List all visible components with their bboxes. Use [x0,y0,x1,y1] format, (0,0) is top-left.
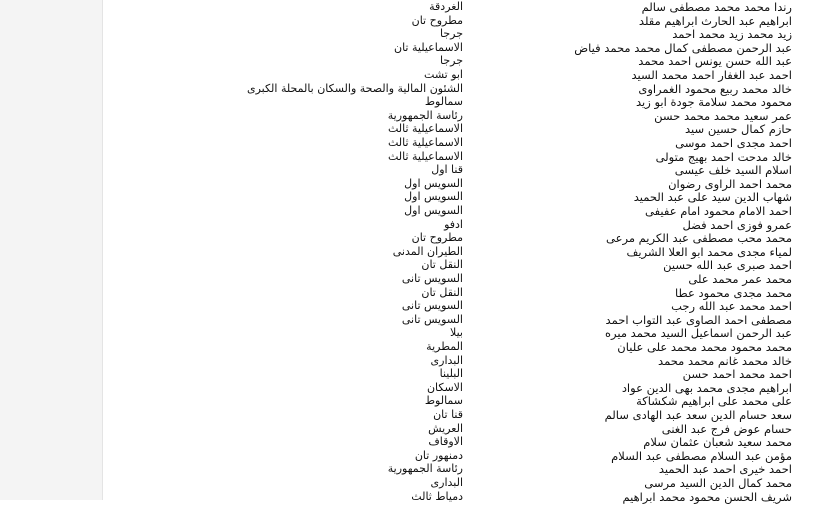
work-location: البلينا [439,367,463,381]
person-name: حسام عوض فرج عبد الغنى [661,421,792,436]
person-name: محمود محمد سلامة جودة ابو زيد [636,95,792,110]
person-name: رندا محمد محمد مصطفى سالم [641,0,792,14]
person-name: احمد محمد عبد الله رجب [671,299,792,314]
work-location: رئاسة الجمهورية [387,108,463,122]
work-location: جرجا [439,54,463,68]
list-row [103,489,825,505]
person-name: خالد محمد ربيع محمود الغمراوى [638,81,792,96]
person-name: سعد حسام الدين سعد عبد الهادى سالم [604,408,792,422]
person-name: عبد الرحمن اسماعيل السيد محمد ميره [605,326,792,341]
person-name: احمد صبرى عبد الله حسين [663,258,792,273]
work-location: دمنهور تان [414,448,463,462]
person-name: احمد عبد الغفار احمد محمد السيد [631,68,792,82]
work-location: الاسماعيلية ثالث [387,149,463,163]
employee-list [103,0,825,504]
work-location: سمالوط [424,394,463,408]
person-name: زيد محمد زيد محمد احمد [672,27,792,42]
work-location: البدارى [430,353,463,367]
work-location: السويس اول [404,204,463,217]
work-location: الغردقة [429,0,463,13]
person-name: لمياء مجدى محمد ابو العلا الشريف [626,244,792,259]
work-location: جرجا [439,27,463,41]
work-location: العريش [428,421,463,435]
work-location: السويس تانى [401,272,463,285]
work-location: قنا تان [433,408,463,421]
work-location: سمالوط [424,95,463,109]
person-name: عمرو فوزى احمد فضل [682,217,792,232]
person-name: محمد سعيد شعبان عثمان سلام [643,435,792,450]
person-name: ابراهيم عبد الحارث ابراهيم مقلد [638,13,792,28]
person-name: شهاب الدين سيد على عبد الحميد [633,190,792,205]
work-location: المطرية [426,340,463,353]
person-name: مؤمن عبد السلام مصطفى عبد السلام [611,448,792,463]
work-location: الطيران المدنى [392,244,463,258]
person-name: محمد محمود محمد محمد على عليان [617,340,792,354]
person-name: محمد محب مصطفى عبد الكريم مرعى [606,231,792,246]
work-location: السويس اول [404,176,463,190]
person-name: خالد مدحت احمد بهيج متولى [655,149,792,164]
person-name: محمد احمد الراوى رضوان [668,176,792,191]
work-location: ادفو [444,217,463,231]
work-location: دمياط ثالث [411,489,463,503]
work-location: بيلا [450,326,463,340]
person-name: احمد الامام محمود امام عفيفى [645,204,792,218]
person-name: محمد مجدى محمود عطا [675,285,792,300]
work-location: الاسماعيلية ثالث [387,136,463,149]
person-name: عمر سعيد محمد محمد حسن [654,108,792,123]
work-location: الشئون المالية والصحة والسكان بالمحلة الكبرى [246,81,463,95]
work-location: قنا اول [431,163,463,177]
work-location: السويس تانى [401,312,463,326]
person-name: عبد الله حسن يونس احمد محمد [638,54,792,69]
person-name: اسلام السيد خلف عيسى [674,163,792,178]
work-location: مطروح تان [411,231,463,245]
work-location: الاسكان [426,380,463,394]
person-name: ابراهيم مجدى محمد بهى الدين عواد [621,380,792,395]
person-name: محمد عمر محمد على [688,272,792,286]
work-location: البدارى [430,476,463,489]
work-location: الاوقاف [428,435,463,449]
work-location: الاسماعيلية تان [394,40,463,54]
person-name: حازم كمال حسين سيد [685,122,792,137]
person-name: احمد محمد احمد حسن [682,367,792,382]
work-location: مطروح تان [411,13,463,27]
work-location: النقل تان [421,285,463,299]
work-location: السويس اول [404,190,463,204]
work-location: الاسماعيلية ثالث [387,122,463,136]
page-margin [0,0,103,500]
work-location: رئاسة الجمهورية [387,462,463,476]
person-name: عبد الرحمن مصطفى كمال محمد محمد فياض [574,40,792,55]
person-name: احمد خيرى احمد عبد الحميد [658,462,792,477]
work-location: السويس تانى [401,299,463,313]
work-location: النقل تان [421,258,463,272]
person-name: خالد محمد غانم محمد محمد [658,353,792,368]
person-name: على محمد على ابراهيم شكشاكة [636,394,792,409]
person-name: احمد مجدى احمد موسى [675,136,792,150]
person-name: شريف الحسن محمود محمد ابراهيم [622,489,792,504]
work-location: ابو تشت [424,68,463,81]
person-name: محمد كمال الدين السيد مرسى [644,476,792,490]
person-name: مصطفى احمد الصاوى عبد التواب احمد [605,312,792,327]
